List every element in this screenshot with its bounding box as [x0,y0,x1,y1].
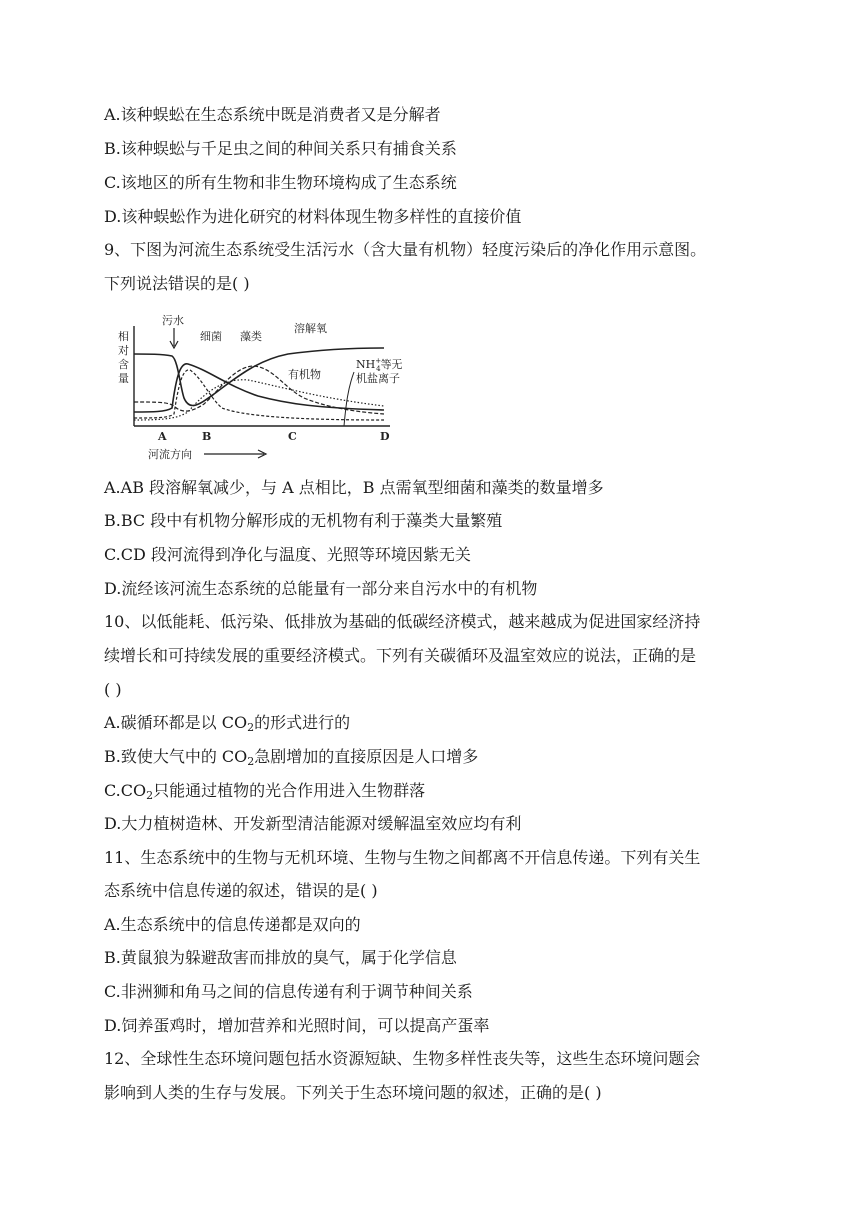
nh4-label: NH+ 4等无 [356,357,403,373]
x-axis-label: 河流方向 [148,448,192,461]
sewage-label: 污水 [162,314,184,327]
q11-option-b: B.黄鼠狼为躲避敌害而排放的臭气，属于化学信息 [104,948,457,967]
q10-option-b: B.致使大气中的 $CO_2$急剧增加的直接原因是人口增多 [104,747,479,768]
y-label-char-2: 对 [118,344,129,357]
q10-stem-line2: 续增长和可持续发展的重要经济模式。下列有关碳循环及温室效应的说法，正确的是 [104,646,697,665]
bacteria-curve [134,370,384,420]
point-c-label: C [288,430,297,443]
q11-option-c: C.非洲狮和角马之间的信息传递有利于调节种间关系 [104,982,473,1001]
q8-option-a: A.该种蜈蚣在生态系统中既是消费者又是分解者 [104,105,441,124]
q12-stem-line1: 12、全球性生态环境问题包括水资源短缺、生物多样性丧失等，这些生态环境问题会 [104,1049,701,1068]
q9-option-c: C.CD 段河流得到净化与温度、光照等环境因紫无关 [104,545,471,564]
q10-stem-line1: 10、以低能耗、低污染、低排放为基础的低碳经济模式，越来越成为促进国家经济持 [104,612,701,631]
q10-option-d: D.大力植树造林、开发新型清洁能源对缓解温室效应均有利 [104,814,522,833]
q9-option-a: A.AB 段溶解氧减少，与 A 点相比，B 点需氧型细菌和藻类的数量增多 [104,478,604,497]
algae-label: 藻类 [240,330,262,343]
y-label-char-3: 含 [118,358,129,371]
q10-stem-line3: ( ) [104,680,122,699]
point-a-label: A [158,430,167,443]
oxygen-label: 溶解氧 [294,322,327,335]
q11-option-d: D.饲养蛋鸡时，增加营养和光照时间，可以提高产蛋率 [104,1016,490,1035]
nh4-leader [344,372,354,426]
point-b-label: B [202,430,212,443]
q8-option-c: C.该地区的所有生物和非生物环境构成了生态系统 [104,173,457,192]
ions-label: 机盐离子 [356,372,400,385]
y-label-char-1: 相 [118,330,129,343]
y-label-char-4: 量 [118,372,129,385]
q10-option-a: A.碳循环都是以 $CO_2$的形式进行的 [104,713,351,734]
q9-stem-line2: 下列说法错误的是( ) [104,274,250,293]
nh4-curve [134,380,384,420]
q8-option-b: B.该种蜈蚣与千足虫之间的种间关系只有捕食关系 [104,139,457,158]
q9-option-d: D.流经该河流生态系统的总能量有一部分来自污水中的有机物 [104,579,538,598]
river-purification-diagram [118,308,408,464]
q9-option-b: B.BC 段中有机物分解形成的无机物有利于藻类大量繁殖 [104,511,503,530]
q11-option-a: A.生态系统中的信息传递都是双向的 [104,915,361,934]
point-d-label: D [380,430,390,443]
bacteria-label: 细菌 [200,330,222,343]
q11-stem-line1: 11、生态系统中的生物与无机环境、生物与生物之间都离不开信息传递。下列有关生 [104,848,701,867]
q8-option-d: D.该种蜈蚣作为进化研究的材料体现生物多样性的直接价值 [104,207,522,226]
river-purification-figure [118,308,408,464]
q12-stem-line2: 影响到人类的生存与发展。下列关于生态环境问题的叙述，正确的是( ) [104,1083,602,1102]
q10-option-c: $C.CO_2$只能通过植物的光合作用进入生物群落 [104,781,426,802]
organic-label: 有机物 [288,368,321,381]
q11-stem-line2: 态系统中信息传递的叙述，错误的是( ) [104,881,378,900]
q9-stem-line1: 9、下图为河流生态系统受生活污水（含大量有机物）轻度污染后的净化作用示意图。 [104,240,707,259]
